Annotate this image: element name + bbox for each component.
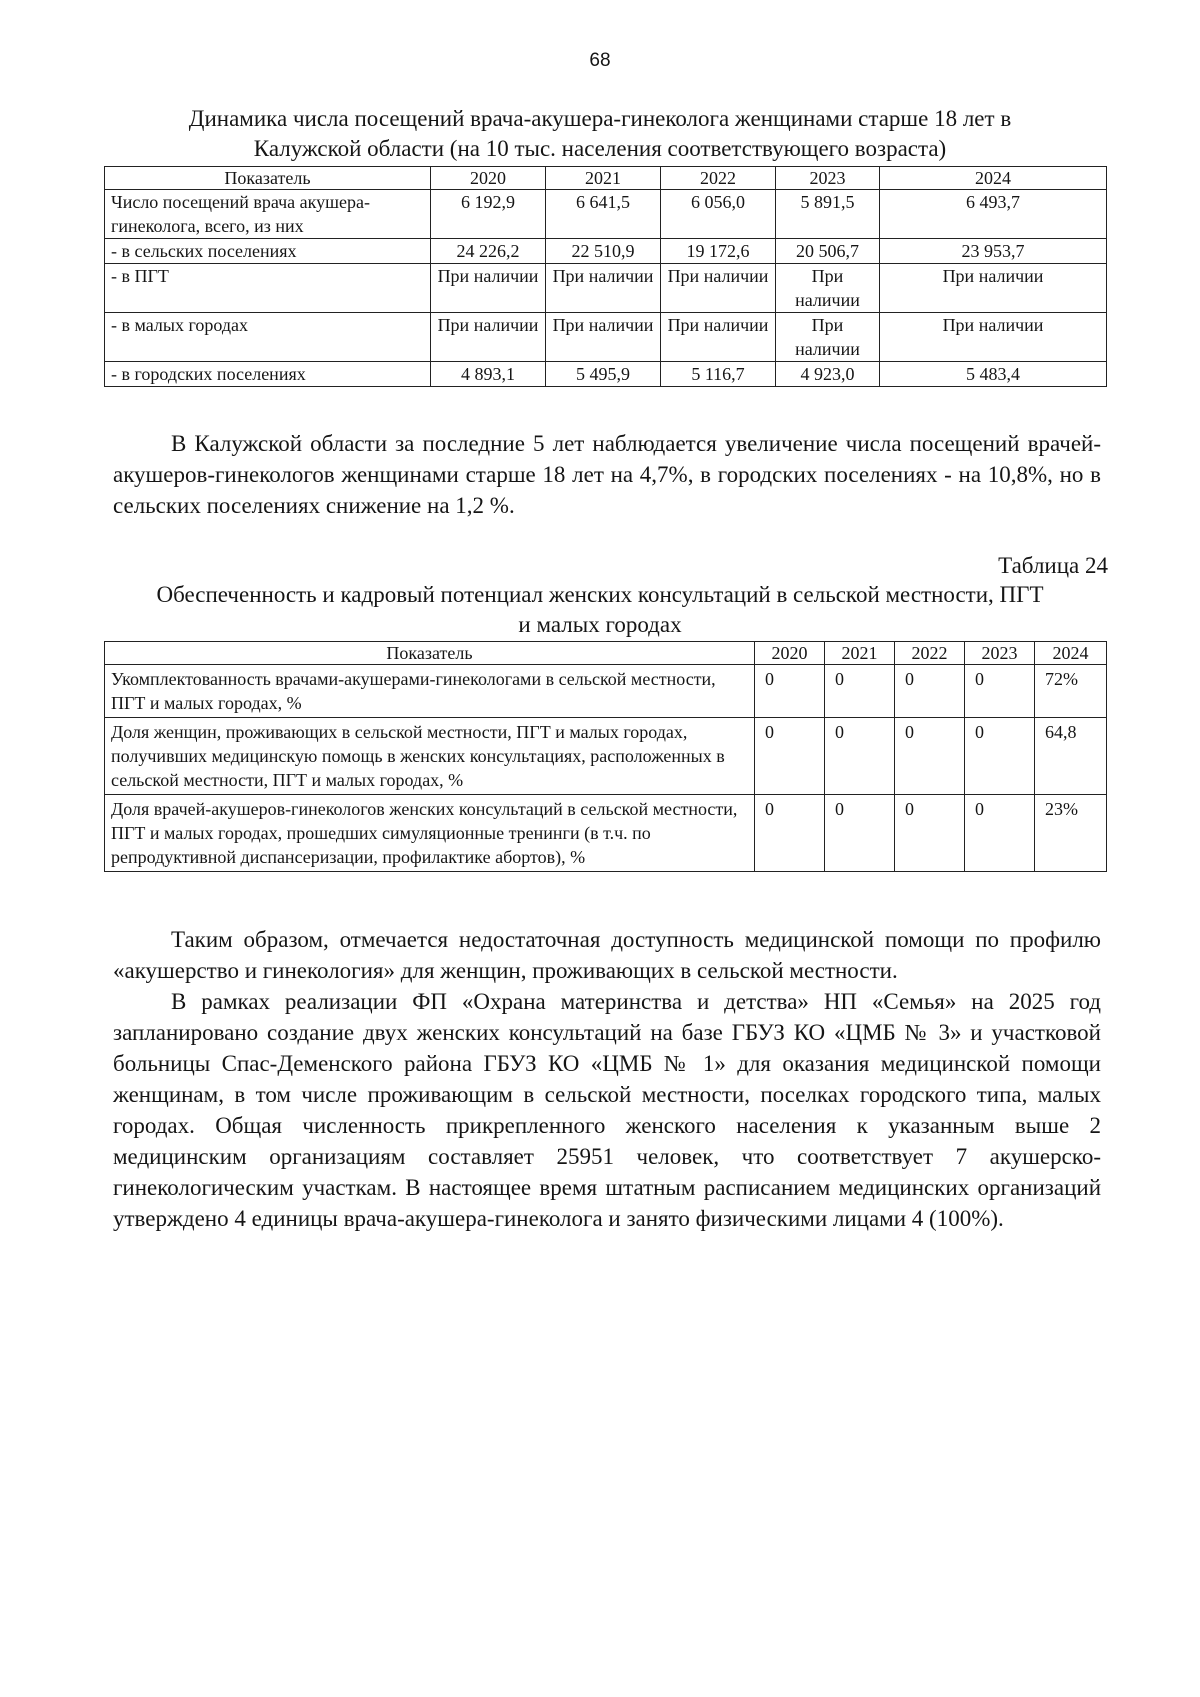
table-cell: 0 <box>895 718 965 795</box>
table-cell: 6 056,0 <box>661 190 776 239</box>
column-header: 2022 <box>661 167 776 190</box>
row-label: - в малых городах <box>105 313 431 362</box>
table-cell: 5 116,7 <box>661 362 776 387</box>
staffing-table <box>104 641 1107 872</box>
table-cell: При наличии <box>880 264 1107 313</box>
table-row <box>105 795 1107 872</box>
table-cell: При наличии <box>661 264 776 313</box>
table2-caption-line1: Обеспеченность и кадровый потенциал женских консультаций в сельской местности, ПГТ <box>156 582 1044 607</box>
table-row <box>105 239 1107 264</box>
table-row <box>105 718 1107 795</box>
table-cell: 4 893,1 <box>431 362 546 387</box>
table-row <box>105 665 1107 718</box>
table-row <box>105 313 1107 362</box>
table-cell: 0 <box>965 665 1035 718</box>
table-cell: 0 <box>755 795 825 872</box>
table-cell: 20 506,7 <box>776 239 880 264</box>
table-row <box>105 362 1107 387</box>
table-cell: 0 <box>825 665 895 718</box>
row-label: Доля женщин, проживающих в сельской местности, ПГТ и малых городах, получивших медицинскую помощь в женских консультациях, расположенных в сельской местности, ПГТ и малых городах, % <box>105 718 755 795</box>
table-cell: 0 <box>895 665 965 718</box>
row-label: - в городских поселениях <box>105 362 431 387</box>
column-header: Показатель <box>105 167 431 190</box>
table-cell: 0 <box>965 718 1035 795</box>
table-header-row <box>105 642 1107 665</box>
paragraph-text: В Калужской области за последние 5 лет наблюдается увеличение числа посещений врачей-акушеров-гинекологов женщинами старше 18 лет на 4,7%, в городских поселениях - на 10,8%, но в сельских поселениях снижение на 1,2 %. <box>113 431 1101 518</box>
table1-caption-line1: Динамика числа посещений врача-акушера-гинеколога женщинами старше 18 лет в <box>188 106 1012 131</box>
table-cell: При наличии <box>776 264 880 313</box>
table-cell: При наличии <box>776 313 880 362</box>
table-cell: 0 <box>895 795 965 872</box>
table-cell: 6 192,9 <box>431 190 546 239</box>
summary-paragraph <box>113 428 1101 521</box>
row-label: Укомплектованность врачами-акушерами-гинекологами в сельской местности, ПГТ и малых городах, % <box>105 665 755 718</box>
visits-dynamics-table <box>104 166 1107 387</box>
conclusion-paragraphs <box>113 924 1101 1234</box>
column-header: 2023 <box>776 167 880 190</box>
table-cell: При наличии <box>546 264 661 313</box>
paragraph-text: В рамках реализации ФП «Охрана материнства и детства» НП «Семья» на 2025 год запланировано создание двух женских консультаций на базе ГБУЗ КО «ЦМБ № 3» и участковой больницы Спас-Деменского района ГБУЗ КО «ЦМБ № 1» для оказания медицинской помощи женщинам, в том числе проживающим в сельской местности, поселках городского типа, малых городах. Общая численность прикрепленного женского населения к указанным выше 2 медицинским организациям составляет 25951 человек, что соответствует 7 акушерско-гинекологическим участкам. В настоящее время штатным расписанием медицинских организаций утверждено 4 единицы врача-акушера-гинеколога и занято физическими лицами 4 (100%). <box>113 989 1101 1231</box>
table-number-label: Таблица 24 <box>998 553 1108 578</box>
table-cell: 0 <box>825 718 895 795</box>
table-cell: При наличии <box>880 313 1107 362</box>
table-cell: 0 <box>755 718 825 795</box>
table-row <box>105 264 1107 313</box>
column-header: 2021 <box>825 642 895 665</box>
table-cell: При наличии <box>431 264 546 313</box>
table-cell: При наличии <box>431 313 546 362</box>
table1-caption <box>100 104 1100 164</box>
paragraph-text: Таким образом, отмечается недостаточная доступность медицинской помощи по профилю «акушерство и гинекология» для женщин, проживающих в сельской местности. <box>113 927 1101 983</box>
table2-caption-line2: и малых городах <box>518 612 682 637</box>
table-cell: При наличии <box>546 313 661 362</box>
column-header: 2023 <box>965 642 1035 665</box>
page-number: 68 <box>589 50 611 71</box>
table-header-row <box>105 167 1107 190</box>
column-header: 2020 <box>755 642 825 665</box>
column-header: 2020 <box>431 167 546 190</box>
table-cell: 19 172,6 <box>661 239 776 264</box>
table-cell: 64,8 <box>1035 718 1107 795</box>
column-header: 2024 <box>1035 642 1107 665</box>
table-cell: 5 891,5 <box>776 190 880 239</box>
table-cell: 22 510,9 <box>546 239 661 264</box>
row-label: Доля врачей-акушеров-гинекологов женских консультаций в сельской местности, ПГТ и малых городах, прошедших симуляционные тренинги (в т.ч. по репродуктивной диспансеризации, профилактике абортов), % <box>105 795 755 872</box>
table-cell: 72% <box>1035 665 1107 718</box>
table-row <box>105 190 1107 239</box>
table-cell: 0 <box>965 795 1035 872</box>
table-cell: 0 <box>755 665 825 718</box>
table2-caption <box>100 580 1100 640</box>
column-header: 2022 <box>895 642 965 665</box>
table-cell: 5 495,9 <box>546 362 661 387</box>
column-header: 2024 <box>880 167 1107 190</box>
table-cell: 6 641,5 <box>546 190 661 239</box>
table-cell: 24 226,2 <box>431 239 546 264</box>
table-cell: При наличии <box>661 313 776 362</box>
table-cell: 6 493,7 <box>880 190 1107 239</box>
row-label: - в сельских поселениях <box>105 239 431 264</box>
row-label: Число посещений врача акушера-гинеколога, всего, из них <box>105 190 431 239</box>
table-cell: 0 <box>825 795 895 872</box>
row-label: - в ПГТ <box>105 264 431 313</box>
column-header: 2021 <box>546 167 661 190</box>
table-cell: 4 923,0 <box>776 362 880 387</box>
column-header: Показатель <box>105 642 755 665</box>
table-cell: 23 953,7 <box>880 239 1107 264</box>
table1-caption-line2: Калужской области (на 10 тыс. населения соответствующего возраста) <box>253 136 947 161</box>
table-cell: 5 483,4 <box>880 362 1107 387</box>
table-cell: 23% <box>1035 795 1107 872</box>
